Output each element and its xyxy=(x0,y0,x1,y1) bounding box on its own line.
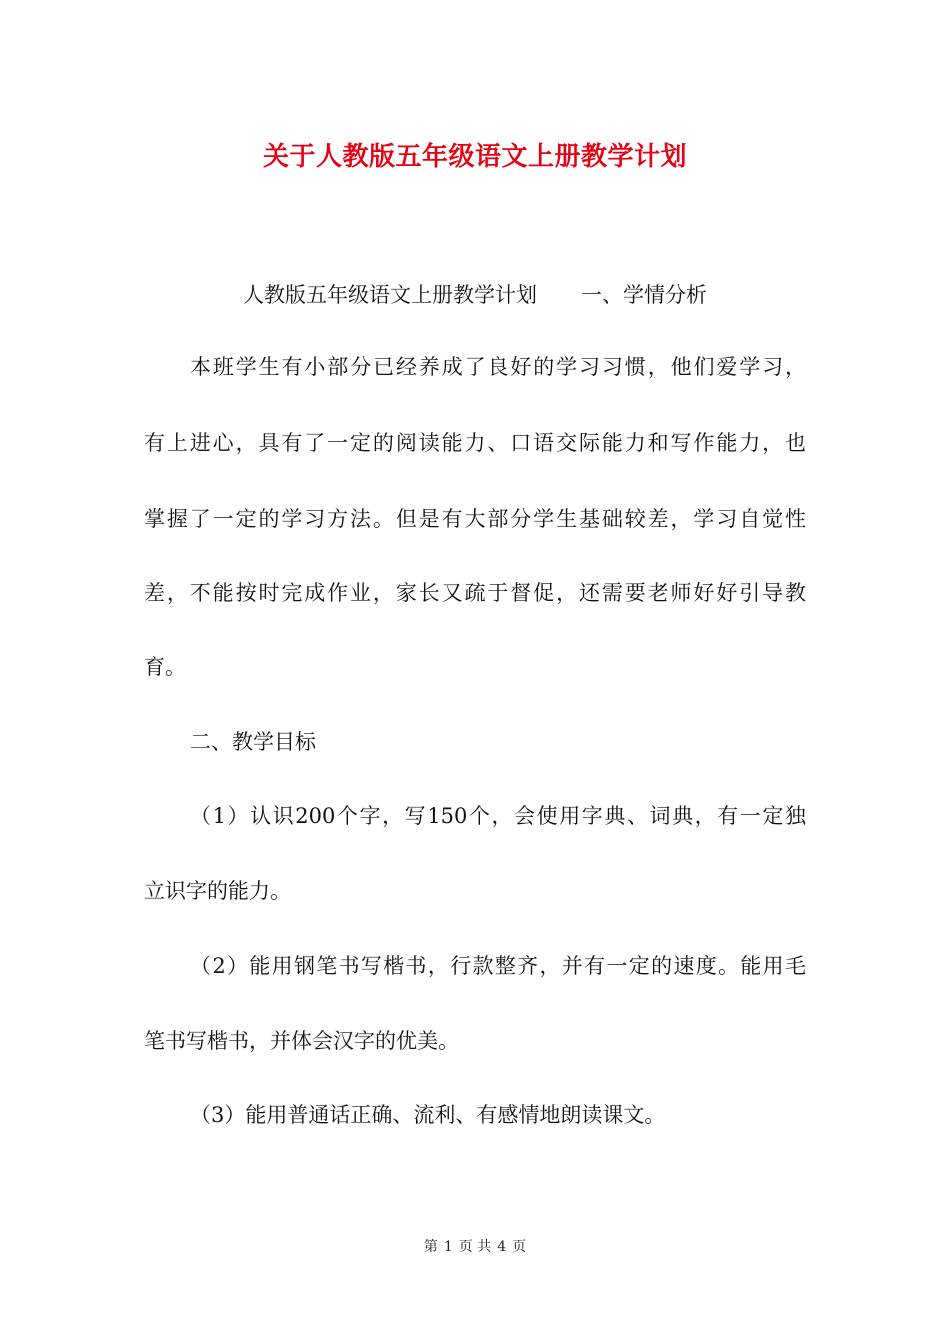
intro-line xyxy=(0,280,950,310)
section2-heading: 二、教学目标 xyxy=(190,730,316,754)
para1-line-2: 有上进心，具有了一定的阅读能力、口语交际能力和写作能力，也 xyxy=(144,431,806,455)
goal3-line-1: （3）能用普通话正确、流利、有感情地朗读课文。 xyxy=(190,1103,666,1127)
goal1-line-1: （1）认识200个字，写150个，会使用字典、词典，有一定独 xyxy=(190,804,806,828)
goal1-line-2: 立识字的能力。 xyxy=(144,879,291,903)
page-footer xyxy=(0,1236,950,1256)
para1-line-3: 掌握了一定的学习方法。但是有大部分学生基础较差，学习自觉性 xyxy=(144,507,806,531)
para1-line-5: 育。 xyxy=(144,655,186,679)
footer-current-page: 1 xyxy=(443,1239,453,1255)
footer-mid: 页 共 xyxy=(458,1239,492,1255)
para1-line-1: 本班学生有小部分已经养成了良好的学习习惯，他们爱学习， xyxy=(190,355,806,379)
footer-prefix: 第 xyxy=(423,1239,438,1255)
footer-total-pages: 4 xyxy=(497,1239,507,1255)
section1-heading: 一、学情分析 xyxy=(581,283,707,307)
document-title: 关于人教版五年级语文上册教学计划 xyxy=(262,142,687,172)
goal2-line-2: 笔书写楷书，并体会汉字的优美。 xyxy=(144,1029,459,1053)
goal2-line-1: （2）能用钢笔书写楷书，行款整齐，并有一定的速度。能用毛 xyxy=(190,954,806,978)
subtitle: 人教版五年级语文上册教学计划 xyxy=(243,283,537,307)
para1-line-4: 差，不能按时完成作业，家长又疏于督促，还需要老师好好引导教 xyxy=(144,581,806,605)
footer-suffix: 页 xyxy=(512,1239,527,1255)
